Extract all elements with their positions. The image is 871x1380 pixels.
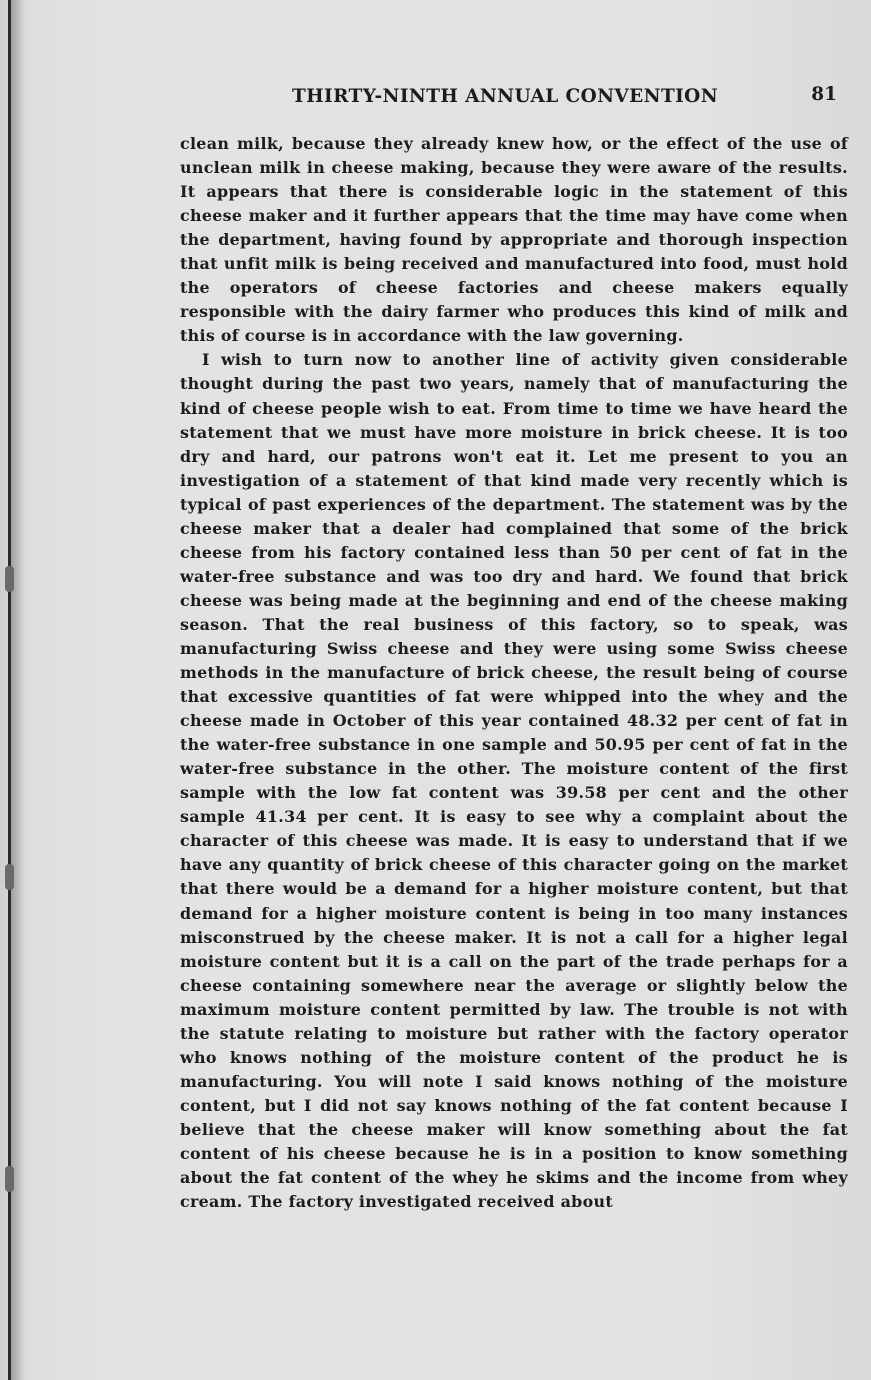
paragraph: clean milk, because they already knew how, or the effect of the use of unclean milk in cheese making, because they were aware of the results. It appears that there is considerable logic in the statement of this cheese maker and it further appears that the time may have come when the department, having found by appropriate and thorough inspection that unfit milk is being received and manufactured into food, must hold the operators of cheese factories and cheese makers equally responsible with the dairy farmer who produces this kind of milk and this of course is in accordance with the law governing. <box>180 134 848 346</box>
body-text <box>180 132 848 1214</box>
binding-stitch <box>5 864 14 890</box>
binding-stitch <box>5 566 14 592</box>
page-header <box>292 82 837 112</box>
running-title: THIRTY-NINTH ANNUAL CONVENTION <box>292 86 719 107</box>
paragraph: I wish to turn now to another line of activity given considerable thought during the past two years, namely that of manufacturing the kind of cheese people wish to eat. From time to time we have heard the statement that we must have more moisture in brick cheese. It is too dry and hard, our patrons won't eat it. Let me present to you an investigation of a statement of that kind made very recently which is typical of past experiences of the department. The statement was by the cheese maker that a dealer had complained that some of the brick cheese from his factory contained less than 50 per cent of fat in the water-free substance and was too dry and hard. We found that brick cheese was being made at the beginning and end of the cheese making season. That the real business of this factory, so to speak, was manufacturing Swiss cheese and they were using some Swiss cheese methods in the manufacture of brick cheese, the result being of course that excessive quantities of fat were whipped into the whey and the cheese made in October of this year contained 48.32 per cent of fat in the water-free substance in one sample and 50.95 per cent of fat in the water-free substance in the other. The moisture content of the first sample with the low fat content was 39.58 per cent and the other sample 41.34 per cent. It is easy to see why a complaint about the character of this cheese was made. It is easy to understand that if we have any quantity of brick cheese of this character going on the market that there would be a demand for a higher moisture content, but that demand for a higher moisture content is being in too many instances misconstrued by the cheese maker. It is not a call for a higher legal moisture content but it is a call on the part of the trade perhaps for a cheese containing somewhere near the average or slightly below the maximum moisture content permitted by law. The trouble is not with the statute relating to moisture but rather with the factory operator who knows nothing of the moisture content of the product he is manufacturing. You will note I said knows nothing of the moisture content, but I did not say knows nothing of the fat content because I believe that the cheese maker will know something about the fat content of his cheese because he is in a position to know something about the fat content of the whey he skims and the income from whey cream. The factory investigated received about <box>180 350 848 1212</box>
binding-stitch <box>5 1166 14 1192</box>
page-number: 81 <box>811 84 837 105</box>
